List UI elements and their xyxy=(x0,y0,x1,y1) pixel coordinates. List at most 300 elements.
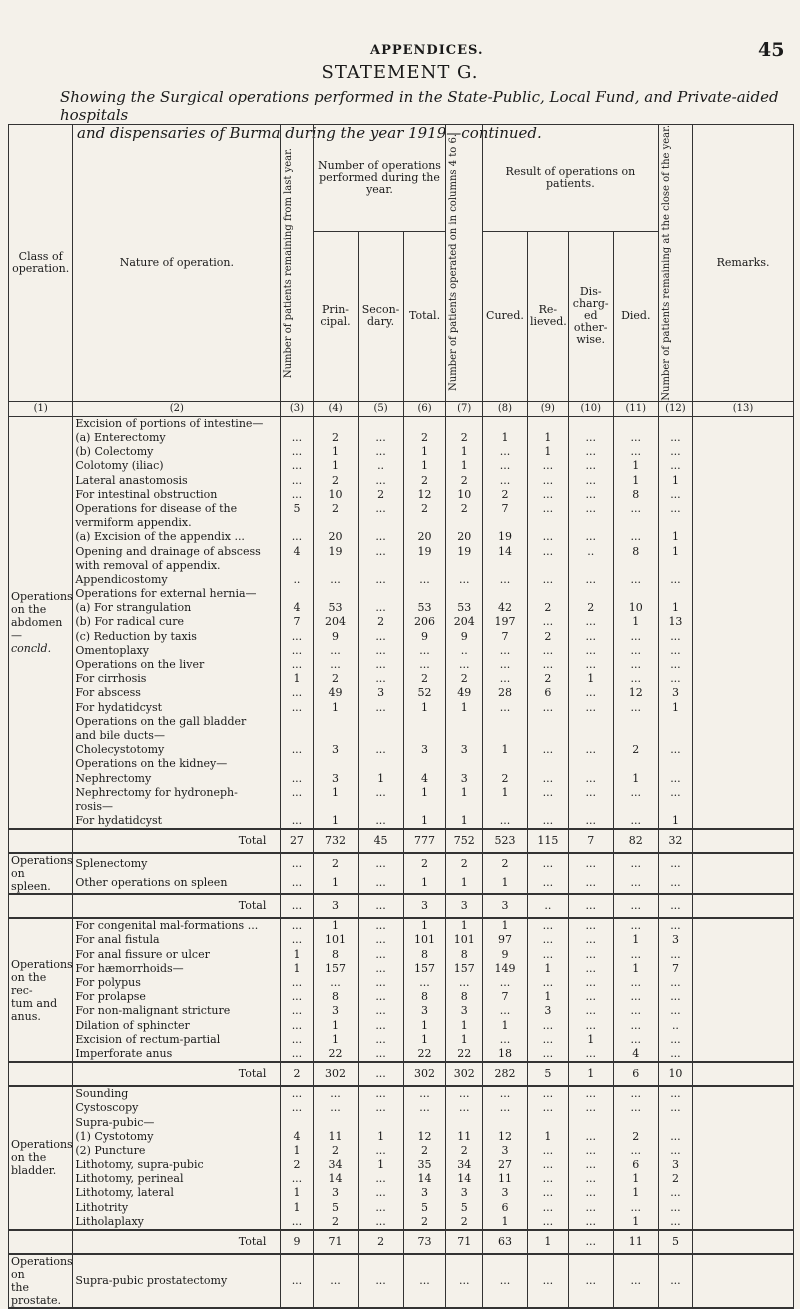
cell-value xyxy=(693,587,794,601)
cell-value xyxy=(693,1172,794,1186)
cell-value: ... xyxy=(527,1201,568,1215)
column-number: (5) xyxy=(358,401,403,416)
cell-value: 12 xyxy=(482,1130,527,1144)
cell-value: ... xyxy=(527,1172,568,1186)
cell-value: ... xyxy=(527,933,568,947)
class-line: concld. xyxy=(11,641,52,655)
cell-value: ... xyxy=(527,459,568,473)
cell-value: 20 xyxy=(446,530,482,544)
cell-value: ... xyxy=(482,459,527,473)
cell-value: ... xyxy=(527,1158,568,1172)
operation-name: (c) Reduction by taxis xyxy=(73,630,281,644)
cell-value: ... xyxy=(658,1215,692,1230)
operation-name: Nephrectomy for hydroneph- xyxy=(73,786,281,800)
cell-value xyxy=(281,729,313,743)
cell-value: 2 xyxy=(446,853,482,874)
cell-value: 1 xyxy=(658,473,692,487)
cell-value: ... xyxy=(613,700,658,714)
cell-value: 1 xyxy=(568,1033,613,1047)
cell-value: 2 xyxy=(313,1144,358,1158)
cell-value: ... xyxy=(568,615,613,629)
cell-value: ... xyxy=(568,933,613,947)
cell-value: 1 xyxy=(446,445,482,459)
cell-value xyxy=(693,1186,794,1200)
cell-value: 302 xyxy=(446,1062,482,1086)
cell-value xyxy=(568,800,613,814)
operation-name: For congenital mal-formations ... xyxy=(73,918,281,933)
cell-value: ... xyxy=(568,1130,613,1144)
cell-value: 2 xyxy=(446,1215,482,1230)
cell-value: ... xyxy=(358,672,403,686)
table-row xyxy=(9,1086,794,1101)
cell-value xyxy=(693,948,794,962)
cell-value: ... xyxy=(568,573,613,587)
cell-value: ... xyxy=(658,743,692,757)
cell-value: 9 xyxy=(281,1230,313,1254)
operation-name: Cystoscopy xyxy=(73,1101,281,1115)
class-line: abdomen— xyxy=(11,615,63,642)
cell-value: ... xyxy=(658,1144,692,1158)
cell-value: ... xyxy=(482,473,527,487)
table-row xyxy=(9,700,794,714)
cell-value: 2 xyxy=(358,615,403,629)
table-row xyxy=(9,1186,794,1200)
cell-value: 101 xyxy=(403,933,446,947)
cell-value: ... xyxy=(313,1254,358,1308)
cell-value: ... xyxy=(658,459,692,473)
cell-value: 7 xyxy=(568,829,613,853)
cell-value: 4 xyxy=(281,1130,313,1144)
cell-value: 19 xyxy=(482,530,527,544)
cell-value xyxy=(693,814,794,829)
cell-value: ... xyxy=(313,1101,358,1115)
total-row xyxy=(9,894,794,918)
cell-value: 7 xyxy=(658,962,692,976)
cell-value: 204 xyxy=(313,615,358,629)
operation-name: and bile ducts— xyxy=(73,729,281,743)
cell-value: 3 xyxy=(658,933,692,947)
cell-value xyxy=(281,757,313,771)
cell-value: 1 xyxy=(482,918,527,933)
cell-value: ... xyxy=(446,1254,482,1308)
cell-value: 2 xyxy=(446,672,482,686)
cell-value: 777 xyxy=(403,829,446,853)
cell-value: ... xyxy=(358,473,403,487)
cell-value xyxy=(482,516,527,530)
table-row xyxy=(9,800,794,814)
cell-value xyxy=(446,1115,482,1129)
cell-value: 2 xyxy=(403,1215,446,1230)
table-body xyxy=(9,416,794,1308)
cell-value: ... xyxy=(568,445,613,459)
class-line: tum and xyxy=(11,996,58,1010)
cell-value: ... xyxy=(358,1004,403,1018)
cell-value: ... xyxy=(281,1101,313,1115)
table-row xyxy=(9,573,794,587)
cell-value: 3 xyxy=(482,1186,527,1200)
cell-value xyxy=(358,729,403,743)
col-remaining-close: Number of patients remaining at the close of the year. xyxy=(658,125,692,402)
cell-value: 1 xyxy=(482,1018,527,1032)
table-row xyxy=(9,962,794,976)
cell-value: ... xyxy=(658,894,692,918)
cell-value xyxy=(313,1115,358,1129)
cell-value xyxy=(446,800,482,814)
operation-name: Supra-pubic prostatectomy xyxy=(73,1254,281,1308)
cell-value: ... xyxy=(568,431,613,445)
cell-value: ... xyxy=(568,1254,613,1308)
cell-value xyxy=(527,757,568,771)
cell-value: 14 xyxy=(446,1172,482,1186)
cell-value: 1 xyxy=(403,1033,446,1047)
cell-value: ... xyxy=(358,1186,403,1200)
cell-value: ... xyxy=(281,459,313,473)
table-row xyxy=(9,1172,794,1186)
cell-value xyxy=(693,757,794,771)
cell-value xyxy=(281,516,313,530)
cell-value: ... xyxy=(358,658,403,672)
cell-value: 32 xyxy=(658,829,692,853)
cell-value: ... xyxy=(358,1254,403,1308)
cell-value: 2 xyxy=(568,601,613,615)
operation-name: (a) Enterectomy xyxy=(73,431,281,445)
cell-value: ... xyxy=(358,1047,403,1062)
cell-value xyxy=(568,1115,613,1129)
cell-value: 1 xyxy=(613,473,658,487)
cell-value xyxy=(313,757,358,771)
cell-value xyxy=(482,416,527,431)
total-row xyxy=(9,1062,794,1086)
cell-value: ... xyxy=(446,573,482,587)
class-line: Operations xyxy=(11,1138,73,1152)
cell-value: ... xyxy=(527,473,568,487)
cell-value: ... xyxy=(358,962,403,976)
cell-value: ... xyxy=(613,1086,658,1101)
cell-value: 302 xyxy=(313,1062,358,1086)
cell-value: ... xyxy=(403,644,446,658)
cell-value xyxy=(403,729,446,743)
cell-value: 1 xyxy=(281,948,313,962)
cell-value: 1 xyxy=(482,786,527,800)
table-row xyxy=(9,1158,794,1172)
cell-value: 1 xyxy=(403,445,446,459)
cell-value: 53 xyxy=(313,601,358,615)
cell-value: 1 xyxy=(358,771,403,785)
cell-value: .. xyxy=(527,894,568,918)
operation-name: Lithotomy, perineal xyxy=(73,1172,281,1186)
cell-value: ... xyxy=(658,672,692,686)
cell-value: ... xyxy=(281,473,313,487)
cell-value xyxy=(358,516,403,530)
operation-name: Lateral anastomosis xyxy=(73,473,281,487)
cell-value: 19 xyxy=(313,544,358,558)
cell-value: 2 xyxy=(403,1144,446,1158)
cell-value xyxy=(568,416,613,431)
cell-value: ... xyxy=(358,1062,403,1086)
operation-name: rosis— xyxy=(73,800,281,814)
cell-value: ... xyxy=(482,672,527,686)
cell-value xyxy=(693,933,794,947)
cell-value: 157 xyxy=(403,962,446,976)
cell-value xyxy=(693,672,794,686)
cell-value: 157 xyxy=(313,962,358,976)
operation-name: (b) Colectomy xyxy=(73,445,281,459)
cell-value: 2 xyxy=(403,431,446,445)
cell-value xyxy=(693,488,794,502)
cell-value: ... xyxy=(613,1004,658,1018)
cell-value: ... xyxy=(658,976,692,990)
table-row xyxy=(9,976,794,990)
cell-value: ... xyxy=(568,786,613,800)
section-heading: APPENDICES. xyxy=(370,43,484,58)
cell-value: ... xyxy=(568,814,613,829)
cell-value: 4 xyxy=(281,544,313,558)
cell-value xyxy=(693,771,794,785)
cell-value xyxy=(613,715,658,729)
cell-value xyxy=(693,1004,794,1018)
cell-value: ... xyxy=(658,1130,692,1144)
cell-value: 1 xyxy=(313,1018,358,1032)
column-number: (4) xyxy=(313,401,358,416)
cell-value: 4 xyxy=(613,1047,658,1062)
cell-value: .. xyxy=(446,644,482,658)
cell-value: 1 xyxy=(446,918,482,933)
cell-value: ... xyxy=(658,1004,692,1018)
column-number-row xyxy=(9,401,794,416)
cell-value: 34 xyxy=(313,1158,358,1172)
cell-value: ... xyxy=(358,1033,403,1047)
cell-value: 1 xyxy=(446,814,482,829)
cell-value: 19 xyxy=(403,544,446,558)
cell-value xyxy=(527,729,568,743)
col-result-group: Result of operations on patients. xyxy=(482,125,658,232)
table-row xyxy=(9,672,794,686)
table-row xyxy=(9,1101,794,1115)
cell-value: ... xyxy=(568,976,613,990)
cell-value xyxy=(358,800,403,814)
cell-value: ... xyxy=(281,1018,313,1032)
cell-value: ... xyxy=(446,976,482,990)
cell-value: ... xyxy=(358,502,403,516)
cell-value: 28 xyxy=(482,686,527,700)
cell-value xyxy=(658,516,692,530)
cell-value: ... xyxy=(568,894,613,918)
cell-value: 19 xyxy=(446,544,482,558)
cell-value xyxy=(482,800,527,814)
cell-value: 3 xyxy=(313,771,358,785)
cell-value: ... xyxy=(482,1086,527,1101)
cell-value: ... xyxy=(613,644,658,658)
operation-name: Sounding xyxy=(73,1086,281,1101)
operation-name: For cirrhosis xyxy=(73,672,281,686)
cell-value: 27 xyxy=(482,1158,527,1172)
operation-name: Excision of portions of intestine— xyxy=(73,416,281,431)
cell-value: ... xyxy=(313,658,358,672)
cell-value: 14 xyxy=(403,1172,446,1186)
cell-value: 3 xyxy=(446,1004,482,1018)
cell-value: 1 xyxy=(281,672,313,686)
operations-table xyxy=(8,124,794,1309)
cell-value: ... xyxy=(568,530,613,544)
class-line: bladder. xyxy=(11,1164,57,1178)
cell-value: ... xyxy=(613,1144,658,1158)
cell-value: ... xyxy=(568,1172,613,1186)
cell-value: 22 xyxy=(313,1047,358,1062)
cell-value xyxy=(693,559,794,573)
cell-value: 101 xyxy=(446,933,482,947)
cell-value: ... xyxy=(527,786,568,800)
cell-value: ... xyxy=(568,1158,613,1172)
cell-value: ... xyxy=(568,644,613,658)
cell-value: ... xyxy=(281,1047,313,1062)
cell-value xyxy=(693,1115,794,1129)
column-number: (8) xyxy=(482,401,527,416)
table-row xyxy=(9,658,794,672)
cell-value: 3 xyxy=(403,1004,446,1018)
table-row xyxy=(9,1033,794,1047)
cell-value: .. xyxy=(568,544,613,558)
table-row xyxy=(9,459,794,473)
cell-value: 1 xyxy=(482,1215,527,1230)
cell-value xyxy=(313,587,358,601)
cell-value: ... xyxy=(281,1004,313,1018)
cell-value: ... xyxy=(527,1018,568,1032)
cell-value: 1 xyxy=(313,918,358,933)
cell-value xyxy=(693,894,794,918)
cell-value: ... xyxy=(313,976,358,990)
operation-name: For polypus xyxy=(73,976,281,990)
table-row xyxy=(9,473,794,487)
cell-value: 1 xyxy=(482,874,527,895)
cell-value: ... xyxy=(482,700,527,714)
cell-value: 3 xyxy=(482,1144,527,1158)
cell-value xyxy=(693,1086,794,1101)
cell-value: ... xyxy=(568,1215,613,1230)
table-row xyxy=(9,502,794,516)
operation-name: Operations on the kidney— xyxy=(73,757,281,771)
cell-value: 523 xyxy=(482,829,527,853)
class-line: on the xyxy=(11,602,47,616)
cell-value: 1 xyxy=(482,431,527,445)
cell-value xyxy=(693,445,794,459)
cell-value: 5 xyxy=(403,1201,446,1215)
column-number: (9) xyxy=(527,401,568,416)
table-row xyxy=(9,771,794,785)
cell-value: ... xyxy=(613,630,658,644)
cell-value: 2 xyxy=(446,473,482,487)
column-number: (11) xyxy=(613,401,658,416)
cell-value: ... xyxy=(613,431,658,445)
cell-value: ... xyxy=(482,445,527,459)
cell-value: 2 xyxy=(281,1158,313,1172)
cell-value: ... xyxy=(281,644,313,658)
cell-value xyxy=(693,1101,794,1115)
total-class-blank xyxy=(9,829,73,853)
cell-value xyxy=(403,1115,446,1129)
cell-value: ... xyxy=(281,874,313,895)
cell-value: 1 xyxy=(446,786,482,800)
operation-name: Appendicostomy xyxy=(73,573,281,587)
cell-value: 12 xyxy=(403,488,446,502)
cell-value: ... xyxy=(527,1101,568,1115)
cell-value: ... xyxy=(313,1086,358,1101)
operation-name: Supra-pubic— xyxy=(73,1115,281,1129)
cell-value xyxy=(482,587,527,601)
cell-value xyxy=(313,416,358,431)
cell-value xyxy=(693,530,794,544)
cell-value: ... xyxy=(281,700,313,714)
cell-value: ... xyxy=(527,1254,568,1308)
cell-value: ... xyxy=(658,502,692,516)
cell-value: 2 xyxy=(403,502,446,516)
cell-value: 20 xyxy=(313,530,358,544)
cell-value: ... xyxy=(568,686,613,700)
cell-value: ... xyxy=(281,630,313,644)
cell-value: 20 xyxy=(403,530,446,544)
cell-value xyxy=(568,715,613,729)
table-row xyxy=(9,715,794,729)
cell-value: ... xyxy=(281,743,313,757)
cell-value: 3 xyxy=(446,1186,482,1200)
cell-value xyxy=(358,416,403,431)
cell-value: ... xyxy=(658,786,692,800)
operation-name: (a) Excision of the appendix ... xyxy=(73,530,281,544)
cell-value xyxy=(613,729,658,743)
operation-name: Lithotrity xyxy=(73,1201,281,1215)
cell-value: 2 xyxy=(613,743,658,757)
cell-value: ... xyxy=(358,1101,403,1115)
cell-value: 5 xyxy=(281,502,313,516)
operation-name: Splenectomy xyxy=(73,853,281,874)
cell-value: ... xyxy=(281,933,313,947)
cell-value: ... xyxy=(527,814,568,829)
cell-value: ... xyxy=(358,1172,403,1186)
cell-value xyxy=(613,516,658,530)
operation-name: Operations on the liver xyxy=(73,658,281,672)
cell-value: 1 xyxy=(403,874,446,895)
cell-value: 8 xyxy=(403,990,446,1004)
cell-value: 4 xyxy=(403,771,446,785)
total-row xyxy=(9,829,794,853)
cell-value: 1 xyxy=(613,1186,658,1200)
col-cured: Cured. xyxy=(482,231,527,401)
cell-value: 1 xyxy=(527,445,568,459)
cell-value: ... xyxy=(613,1201,658,1215)
cell-value: .. xyxy=(658,1018,692,1032)
class-line: Operations on xyxy=(11,1254,73,1281)
cell-value: ... xyxy=(281,488,313,502)
cell-value xyxy=(693,502,794,516)
cell-value: ... xyxy=(568,1144,613,1158)
cell-value: 1 xyxy=(281,1144,313,1158)
cell-value: ... xyxy=(482,658,527,672)
cell-value: ... xyxy=(281,786,313,800)
table-row xyxy=(9,1144,794,1158)
table-row xyxy=(9,416,794,431)
column-number: (10) xyxy=(568,401,613,416)
cell-value: ... xyxy=(658,644,692,658)
cell-value: 2 xyxy=(313,473,358,487)
cell-value: ... xyxy=(358,814,403,829)
cell-value: 1 xyxy=(403,1018,446,1032)
cell-value xyxy=(693,1018,794,1032)
cell-value: ... xyxy=(482,573,527,587)
class-line: Operations xyxy=(11,957,73,971)
cell-value: 2 xyxy=(313,431,358,445)
table-row xyxy=(9,445,794,459)
cell-value: 1 xyxy=(313,459,358,473)
cell-value xyxy=(568,587,613,601)
